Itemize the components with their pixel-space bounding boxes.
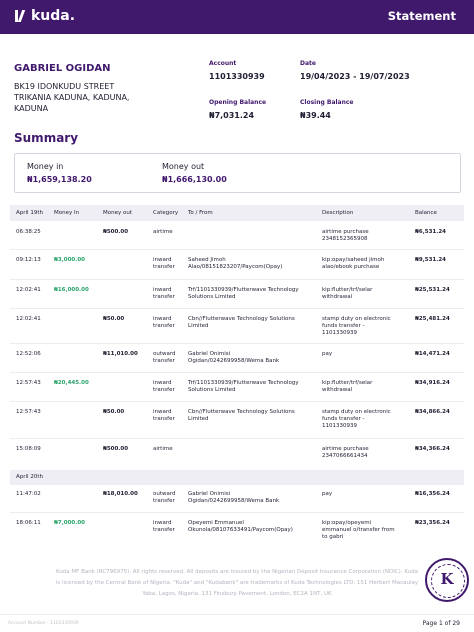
address-line-1: BK19 IDONKUDU STREET	[14, 82, 115, 91]
row-category-line: outward	[153, 351, 176, 357]
row-category-line: inward	[153, 316, 172, 322]
row-balance: ₦6,531.24	[415, 229, 446, 235]
money-in-label: Money in	[27, 162, 64, 171]
kuda-bank-seal	[425, 558, 469, 602]
row-money-out: ₦50.00	[103, 316, 125, 322]
row-time: 11:47:02	[16, 491, 41, 497]
row-to-from	[188, 491, 279, 505]
row-to-from-line: Trf/1101330939/Flutterwave Technology	[188, 287, 299, 293]
date-range: 19/04/2023 - 19/07/2023	[300, 72, 410, 81]
row-to-from-line: Ogidan/0242699958/Wema Bank	[188, 358, 280, 364]
row-money-in: ₦20,445.00	[54, 380, 89, 386]
row-balance: ₦25,481.24	[415, 316, 450, 322]
row-money-out: ₦50.00	[103, 409, 125, 415]
header-balance: Balance	[415, 210, 437, 216]
row-description-line: 2348152365908	[322, 236, 368, 242]
row-description-line: kip:opay/saheed jimoh	[322, 257, 385, 263]
summary-title: Summary	[14, 131, 79, 145]
row-description	[322, 446, 369, 460]
summary-box	[14, 153, 461, 193]
row-to-from-line: Opeyemi Emmanuel	[188, 520, 244, 526]
row-description	[322, 316, 391, 337]
document-title: Statement	[387, 9, 456, 23]
row-money-out: ₦500.00	[103, 446, 129, 452]
statement-header-bar	[0, 0, 474, 34]
footer-divider	[0, 614, 474, 615]
row-to-from-line: Solutions Limited	[188, 387, 236, 393]
account-number: 1101330939	[209, 72, 265, 81]
row-to-from	[188, 409, 295, 423]
row-description-line: funds transfer -	[322, 323, 365, 329]
row-description	[322, 351, 332, 358]
row-category-line: airtime	[153, 446, 173, 452]
row-category	[153, 380, 175, 394]
header-description: Description	[322, 210, 354, 216]
row-time: 12:02:41	[16, 316, 41, 322]
row-description	[322, 409, 391, 430]
footer-line-2: is licensed by the Central Bank of Nigeria. "Kuda" and "Kudabank" are trademarks of Kuda Technologies LTD, 151 Herbert Macaulay	[55, 580, 419, 586]
row-to-from-line: Solutions Limited	[188, 294, 236, 300]
row-category	[153, 229, 173, 236]
row-category-line: transfer	[153, 416, 175, 422]
opening-balance: ₦7,031.24	[209, 111, 255, 120]
customer-address	[14, 81, 129, 114]
row-description-line: 2347066661434	[322, 453, 368, 459]
row-description	[322, 257, 384, 271]
row-divider	[10, 249, 464, 250]
row-to-from-line: Trf/1101330939/Flutterwave Technology	[188, 380, 299, 386]
row-to-from-line: Limited	[188, 323, 209, 329]
row-to-from-line: Okunola/08107633491/Paycom(Opay)	[188, 527, 293, 533]
row-time: 12:02:41	[16, 287, 41, 293]
row-to-from-line: Alao/08151823207/Paycom(Opay)	[188, 264, 283, 270]
row-time: 12:57:43	[16, 380, 41, 386]
row-time: 09:12:13	[16, 257, 41, 263]
row-money-in: ₦7,000.00	[54, 520, 85, 526]
row-description-line: pay	[322, 351, 333, 357]
row-to-from-line: Cbn//Flutterwave Technology Solutions	[188, 409, 295, 415]
row-balance: ₦34,916.24	[415, 380, 450, 386]
row-description-line: airtime purchase	[322, 446, 369, 452]
row-category	[153, 446, 173, 453]
row-description	[322, 380, 372, 394]
transactions-header	[10, 205, 464, 221]
row-description-line: to gabri	[322, 534, 344, 540]
row-time: 12:57:43	[16, 409, 41, 415]
row-divider	[10, 372, 464, 373]
row-category	[153, 316, 175, 330]
row-category-line: inward	[153, 409, 172, 415]
row-description-line: withdrawal	[322, 294, 353, 300]
row-description-line: 1101330939	[322, 423, 357, 429]
row-description-line: alao/ebook purchase	[322, 264, 380, 270]
row-description-line: kip:flutter/trf/selar	[322, 380, 373, 386]
row-divider	[10, 401, 464, 402]
seal-k-icon: K	[440, 570, 454, 588]
footer-account-number: Account Number : 1101330939	[8, 621, 79, 626]
row-to-from-line: Saheed Jimoh	[188, 257, 226, 263]
logo-text: kuda.	[31, 8, 76, 24]
row-category-line: inward	[153, 520, 172, 526]
row-category	[153, 287, 175, 301]
row-divider	[10, 512, 464, 513]
row-category-line: inward	[153, 380, 172, 386]
row-category-line: airtime	[153, 229, 173, 235]
row-to-from	[188, 316, 295, 330]
closing-balance: ₦39.44	[300, 111, 331, 120]
row-description	[322, 229, 369, 243]
page-number: Page 1 of 29	[422, 620, 460, 627]
row-to-from	[188, 351, 279, 365]
row-description	[322, 520, 395, 541]
opening-balance-label: Opening Balance	[209, 99, 267, 106]
customer-name: GABRIEL OGIDAN	[14, 63, 111, 74]
row-time: 15:08:09	[16, 446, 41, 452]
row-divider	[10, 438, 464, 439]
row-money-in: ₦16,000.00	[54, 287, 89, 293]
row-category-line: transfer	[153, 323, 175, 329]
row-description	[322, 287, 372, 301]
kuda-logo	[14, 8, 75, 24]
row-to-from-line: Cbn//Flutterwave Technology Solutions	[188, 316, 295, 322]
header-category: Category	[153, 210, 179, 216]
row-divider	[10, 343, 464, 344]
row-time: 06:38:25	[16, 229, 41, 235]
row-balance: ₦16,356.24	[415, 491, 450, 497]
row-balance: ₦9,531.24	[415, 257, 446, 263]
row-description-line: emmanuel o/transfer from	[322, 527, 395, 533]
row-description-line: pay	[322, 491, 333, 497]
row-description-line: 1101330939	[322, 330, 357, 336]
row-to-from-line: Limited	[188, 416, 209, 422]
header-money-in: Money In	[54, 210, 80, 216]
row-category	[153, 491, 176, 505]
money-out-total: ₦1,666,130.00	[162, 175, 227, 184]
row-category-line: transfer	[153, 498, 175, 504]
row-money-out: ₦11,010.00	[103, 351, 138, 357]
money-in-total: ₦1,659,138.20	[27, 175, 92, 184]
header-money-out: Money out	[103, 210, 132, 216]
row-divider	[10, 279, 464, 280]
row-category-line: transfer	[153, 387, 175, 393]
row-time: 18:06:11	[16, 520, 41, 526]
date-group-april-20	[10, 470, 464, 485]
row-category-line: outward	[153, 491, 176, 497]
row-money-out: ₦18,010.00	[103, 491, 138, 497]
row-balance: ₦34,366.24	[415, 446, 450, 452]
row-description-line: kip:flutter/trf/selar	[322, 287, 373, 293]
row-money-out: ₦500.00	[103, 229, 129, 235]
row-to-from-line: Ogidan/0242699958/Wema Bank	[188, 498, 280, 504]
row-category	[153, 520, 175, 534]
row-category-line: inward	[153, 257, 172, 263]
row-to-from-line: Gabriel Onimisi	[188, 491, 231, 497]
date-group-label: April 20th	[16, 474, 43, 480]
address-line-3: KADUNA	[14, 104, 49, 113]
row-balance: ₦25,531.24	[415, 287, 450, 293]
row-category-line: inward	[153, 287, 172, 293]
header-to-from: To / From	[188, 210, 213, 216]
date-label: Date	[300, 60, 316, 67]
row-to-from-line: Gabriel Onimisi	[188, 351, 231, 357]
row-to-from	[188, 257, 282, 271]
footer-line-1: Kuda MF Bank (RC796975). All rights reserved. All deposits are insured by the Nigerian Deposit Insurance Corporation (NDIC). Kuda	[55, 569, 419, 575]
address-line-2: TRIKANIA KADUNA, KADUNA,	[14, 93, 130, 102]
row-category	[153, 409, 175, 423]
row-description	[322, 491, 332, 498]
row-description-line: airtime purchase	[322, 229, 369, 235]
row-description-line: funds transfer -	[322, 416, 365, 422]
row-category-line: transfer	[153, 527, 175, 533]
row-to-from	[188, 287, 299, 301]
money-out-label: Money out	[162, 162, 205, 171]
header-date: April 19th	[16, 210, 43, 216]
row-description-line: stamp duty on electronic	[322, 409, 391, 415]
row-category	[153, 257, 175, 271]
footer-line-3: Yaba, Lagos, Nigeria. 131 Finsbury Pavement, London, EC2A 1NT, UK	[142, 591, 332, 597]
row-category-line: transfer	[153, 294, 175, 300]
kuda-k-icon	[14, 9, 28, 23]
row-money-in: ₦3,000.00	[54, 257, 85, 263]
row-time: 12:52:06	[16, 351, 41, 357]
row-divider	[10, 308, 464, 309]
closing-balance-label: Closing Balance	[300, 99, 354, 106]
row-balance: ₦34,866.24	[415, 409, 450, 415]
row-description-line: withdrawal	[322, 387, 353, 393]
row-balance: ₦14,471.24	[415, 351, 450, 357]
row-to-from	[188, 380, 299, 394]
row-balance: ₦23,356.24	[415, 520, 450, 526]
row-category-line: transfer	[153, 264, 175, 270]
row-description-line: kip:opay/opeyemi	[322, 520, 372, 526]
account-label: Account	[209, 60, 237, 67]
row-category-line: transfer	[153, 358, 175, 364]
row-description-line: stamp duty on electronic	[322, 316, 391, 322]
row-category	[153, 351, 176, 365]
row-to-from	[188, 520, 293, 534]
